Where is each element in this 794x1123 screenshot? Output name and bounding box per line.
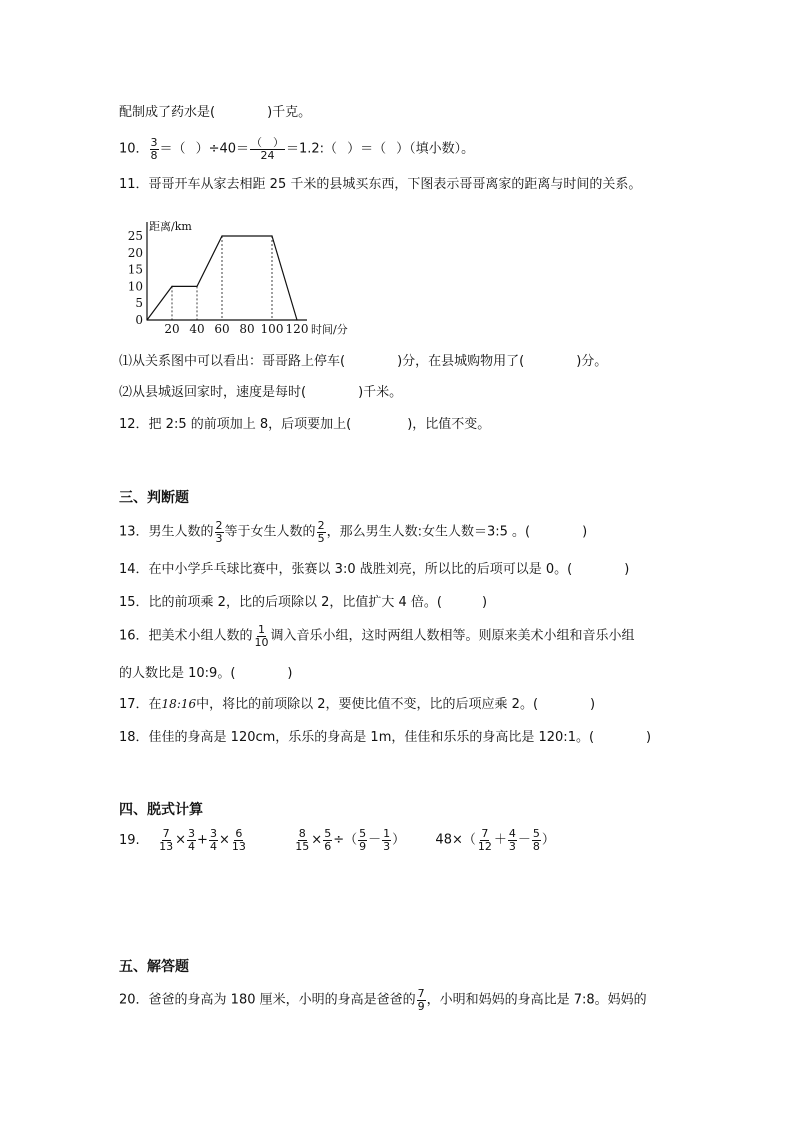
q16-fraction: $\frac{1}{10}$ bbox=[254, 623, 269, 649]
x-axis-label: 时间/分 bbox=[311, 323, 348, 336]
q16-line: 16．把美术小组人数的 $\frac{1}{10}$ 调入音乐小组，这时两组人数相等。则原来美术小组和音乐小组 bbox=[119, 623, 635, 649]
x-tick-label-60: 60 bbox=[214, 322, 230, 336]
q12-line: 12．把 2:5 的前项加上 8，后项要加上( )，比值不变。 bbox=[119, 417, 491, 432]
q11-sub2: ⑵从县城返回家时，速度是每时( )千米。 bbox=[119, 385, 403, 400]
q13-fraction-2: $\frac{2}{5}$ bbox=[317, 519, 325, 545]
q19-expr-1: $\frac{7}{13}$ × $\frac{3}{4}$ + $\frac{3}{4}$ × $\frac{6}{13}$ bbox=[159, 827, 246, 853]
data-point-5 bbox=[296, 319, 297, 320]
q9-text-b: )千克。 bbox=[267, 105, 312, 120]
y-tick-label-20: 20 bbox=[127, 245, 143, 260]
q17-line: 17．在18:16中，将比的前项除以 2，要使比值不变，比的后项应乘 2。( ) bbox=[119, 697, 596, 712]
distance-time-chart bbox=[125, 208, 375, 338]
x-tick-label-100: 100 bbox=[260, 322, 284, 336]
data-point-4 bbox=[271, 235, 272, 236]
q18-line: 18．佳佳的身高是 120cm，乐乐的身高是 1m，佳佳和乐乐的身高比是 120:1。( ) bbox=[119, 730, 652, 745]
q20-line: 20．爸爸的身高为 180 厘米，小明的身高是爸爸的 $\frac{7}{9}$ ，小明和妈妈的身高比是 7:8。妈妈的 bbox=[119, 987, 647, 1013]
q19-expr-2: $\frac{8}{15}$ × $\frac{5}{6}$ ÷（ $\frac{5}{9}$ － $\frac{1}{3}$ ） bbox=[295, 827, 406, 853]
x-tick-label-40: 40 bbox=[189, 322, 205, 336]
chart-guides bbox=[172, 236, 297, 320]
q10-fraction-2: $\frac{( )}{24}$ bbox=[251, 136, 284, 162]
q13-line: 13．男生人数的 $\frac{2}{3}$ 等于女生人数的 $\frac{2}{5}$ ，那么男生人数:女生人数＝3:5 。( ) bbox=[119, 519, 588, 545]
x-tick-label-20: 20 bbox=[164, 322, 180, 336]
q19-expr-3: 48×（ $\frac{7}{12}$ ＋ $\frac{4}{3}$ － $\frac{5}{8}$ ） bbox=[435, 827, 555, 853]
q20-fraction: $\frac{7}{9}$ bbox=[417, 987, 425, 1013]
x-tick-label-80: 80 bbox=[239, 322, 255, 336]
q10-line: 10． $\frac{3}{8}$ ＝（ ）÷40＝ $\frac{( )}{24}$ ＝1.2:（ ）＝（ ）（填小数）。 bbox=[119, 136, 475, 162]
q9-text-a: 配制成了药水是( bbox=[119, 105, 216, 120]
q16-line-2: 的人数比是 10:9。( ) bbox=[119, 666, 293, 681]
data-point-0 bbox=[146, 319, 147, 320]
q11-text: 11．哥哥开车从家去相距 25 千米的县城买东西，下图表示哥哥离家的距离与时间的关系。 bbox=[119, 177, 642, 192]
y-tick-label-25: 25 bbox=[127, 229, 143, 243]
q19-number: 19. bbox=[119, 832, 140, 848]
x-tick-label-120: 120 bbox=[285, 322, 309, 336]
section-3-title: 三、判断题 bbox=[119, 490, 189, 506]
data-point-2 bbox=[196, 286, 197, 287]
q9-line bbox=[119, 106, 311, 119]
y-tick-label-10: 10 bbox=[127, 279, 143, 294]
data-point-1 bbox=[171, 286, 172, 287]
section-5-title: 五、解答题 bbox=[119, 959, 189, 975]
q15-line: 15．比的前项乘 2，比的后项除以 2，比值扩大 4 倍。( ) bbox=[119, 595, 488, 610]
y-tick-label-5: 5 bbox=[135, 296, 143, 311]
q10-number: 10． bbox=[119, 141, 149, 157]
q13-fraction-1: $\frac{2}{3}$ bbox=[215, 519, 223, 545]
y-tick-label-15: 15 bbox=[127, 262, 143, 277]
q19-line bbox=[119, 828, 555, 852]
section-4-title: 四、脱式计算 bbox=[119, 802, 203, 818]
q14-line: 14．在中小学乒乓球比赛中，张赛以 3:0 战胜刘亮，所以比的后项可以是 0。( ) bbox=[119, 562, 630, 577]
y-tick-label-0: 0 bbox=[135, 313, 143, 327]
y-axis-label: 距离/km bbox=[149, 220, 192, 233]
q11-sub1: ⑴从关系图中可以看出：哥哥路上停车( )分，在县城购物用了( )分。 bbox=[119, 354, 608, 369]
chart-labels bbox=[128, 220, 348, 336]
q10-fraction: $\frac{3}{8}$ bbox=[150, 136, 158, 162]
data-point-3 bbox=[221, 235, 222, 236]
